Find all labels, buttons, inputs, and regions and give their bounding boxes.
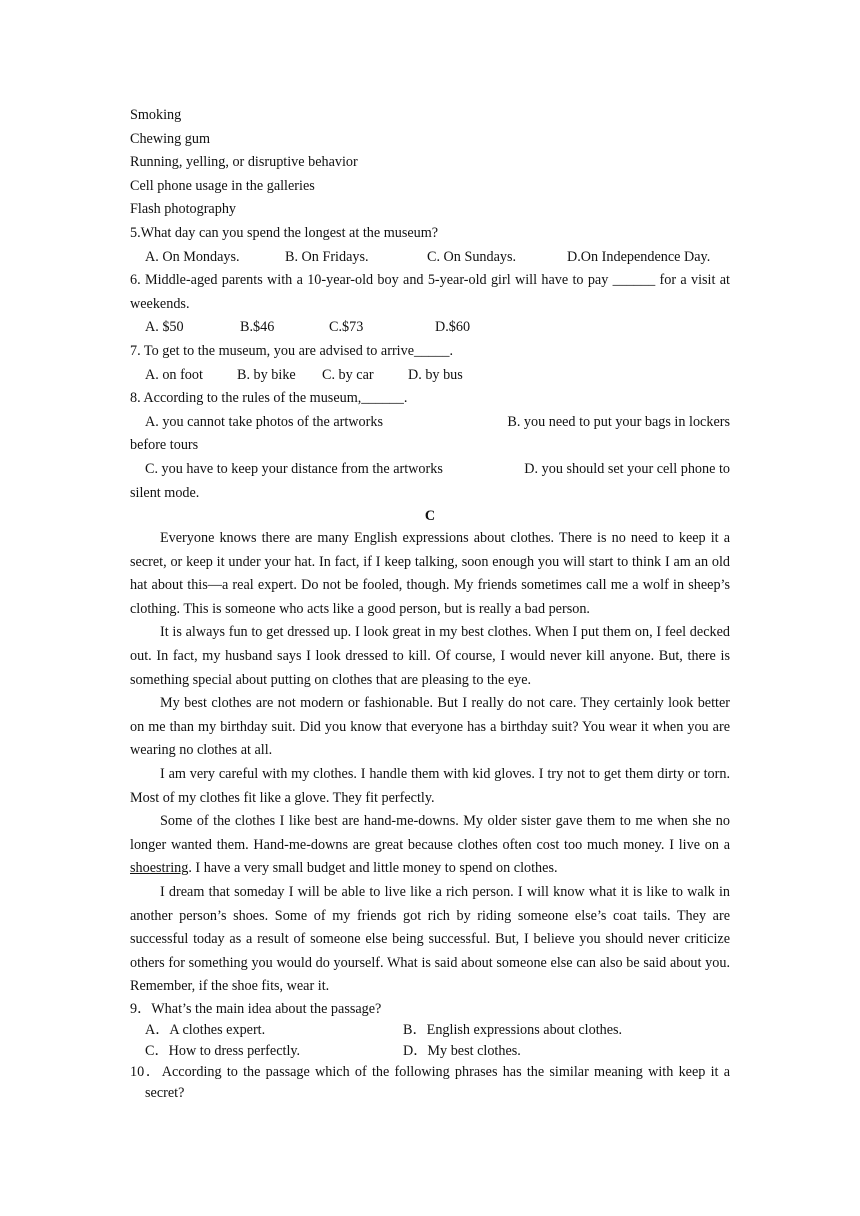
option-b: B. you need to put your bags in lockers bbox=[507, 413, 730, 430]
question-9-stem: 9．What’s the main idea about the passage? bbox=[130, 1000, 382, 1017]
rule-item: Flash photography bbox=[130, 201, 237, 218]
passage-paragraph: It is always fun to get dressed up. I look great in my best clothes. When I put them on, I feel decked out. In fact, my husband says I look dressed to kill. Of course, I would never kill anyone. But, there is something special about putting on clothes that are pleasing to the eye. bbox=[130, 624, 730, 688]
underlined-word: shoestring bbox=[130, 860, 189, 877]
question-6-options bbox=[130, 316, 730, 340]
question-10-stem: 10．According to the passage which of the following phrases has the similar meaning with keep it a secret? bbox=[130, 1063, 730, 1101]
question-9-options bbox=[130, 1020, 730, 1062]
option-d: D．My best clothes. bbox=[403, 1042, 521, 1059]
option-b: B．English expressions about clothes. bbox=[403, 1021, 623, 1038]
option-b-continued: before tours bbox=[130, 437, 199, 454]
paragraph-text: Some of the clothes I like best are hand-me-downs. My older sister gave them to me when she no longer wanted them. Hand-me-downs are great because clothes often cost too much money. I live on a bbox=[130, 813, 730, 853]
option-d: D. you should set your cell phone to bbox=[524, 460, 730, 477]
paragraph-text: . I have a very small budget and little money to spend on clothes. bbox=[188, 860, 558, 877]
question-8-row-ab bbox=[130, 411, 730, 435]
section-heading: C bbox=[424, 508, 436, 525]
question-8-stem: 8. According to the rules of the museum,______. bbox=[130, 390, 408, 407]
option-b: B. by bike bbox=[237, 366, 296, 383]
option-b: B. On Fridays. bbox=[285, 248, 369, 265]
option-a: A．A clothes expert. bbox=[145, 1021, 266, 1038]
option-d: D. by bus bbox=[408, 366, 463, 383]
option-c: C.$73 bbox=[329, 319, 364, 336]
option-c: C．How to dress perfectly. bbox=[145, 1042, 301, 1059]
question-7-options bbox=[130, 364, 730, 388]
passage-paragraph: I am very careful with my clothes. I handle them with kid gloves. I try not to get them dirty or torn. Most of my clothes fit like a glove. They fit perfectly. bbox=[130, 766, 730, 806]
option-d: D.$60 bbox=[435, 319, 471, 336]
passage-paragraph: I dream that someday I will be able to live like a rich person. I will know what it is like to walk in another person’s shoes. Some of my friends got rich by riding someone else’s coat tails. They are successful today as a result of someone else being successful. But, I believe you should never criticize others for something you would do yourself. What is said about someone else can also be said about you. Remember, if the shoe fits, wear it. bbox=[130, 884, 730, 995]
option-a: A. on foot bbox=[145, 366, 203, 383]
rule-item: Smoking bbox=[130, 107, 182, 123]
option-d-continued: silent mode. bbox=[130, 484, 200, 501]
rule-item: Cell phone usage in the galleries bbox=[130, 177, 315, 194]
question-5-stem: 5.What day can you spend the longest at the museum? bbox=[130, 224, 439, 241]
passage-paragraph bbox=[130, 810, 730, 881]
option-c: C. by car bbox=[322, 366, 374, 383]
option-c: C. you have to keep your distance from the artworks bbox=[145, 460, 443, 477]
passage-paragraph: My best clothes are not modern or fashionable. But I really do not care. They certainly look better on me than my birthday suit. Did you know that everyone has a birthday suit? You wear it when you are wearing no clothes at all. bbox=[130, 695, 730, 759]
option-a: A. you cannot take photos of the artworks bbox=[145, 413, 383, 430]
question-5-options bbox=[130, 246, 730, 270]
option-a: A. $50 bbox=[145, 319, 184, 336]
option-b: B.$46 bbox=[240, 319, 275, 336]
rule-item: Chewing gum bbox=[130, 130, 210, 147]
question-6-stem: 6. Middle-aged parents with a 10-year-old boy and 5-year-old girl will have to pay ______ for a visit at weekends. bbox=[130, 272, 730, 312]
option-d: D.On Independence Day. bbox=[567, 248, 711, 265]
exam-page bbox=[130, 104, 730, 1104]
passage-paragraph: Everyone knows there are many English expressions about clothes. There is no need to keep it a secret, or keep it under your hat. In fact, if I keep talking, soon enough you will start to think I am an old hat about this—a real expert. Do not be fooled, though. My friends sometimes call me a wolf in sheep’s clothing. This is someone who acts like a good person, but is really a bad person. bbox=[130, 530, 730, 617]
rule-item: Running, yelling, or disruptive behavior bbox=[130, 154, 358, 171]
option-a: A. On Mondays. bbox=[145, 248, 240, 265]
option-c: C. On Sundays. bbox=[427, 248, 517, 265]
question-7-stem: 7. To get to the museum, you are advised to arrive_____. bbox=[130, 342, 454, 359]
question-8-row-cd bbox=[130, 458, 730, 482]
